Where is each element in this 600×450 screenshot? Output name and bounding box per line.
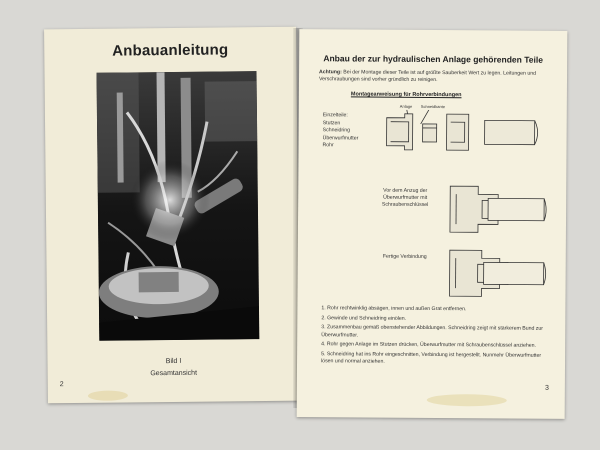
exploded-parts-diagram (384, 110, 544, 161)
left-page (44, 27, 300, 404)
section-title: Anbau der zur hydraulischen Anlage gehörenden Teile (323, 53, 543, 65)
montage-title: Montageanweisung für Rohrverbindungen (350, 91, 462, 99)
instruction-steps (321, 305, 549, 370)
step-item: 4. Rohr gegen Anlage im Stutzen drücken, Überwurfmutter mit Schraubenschlüssel anziehen. (321, 341, 536, 350)
parts-list (323, 112, 359, 150)
page-title: Anbauanleitung (112, 41, 229, 60)
warning-label: Achtung: (319, 69, 342, 76)
step-item: 2. Gewinde und Schneidring einölen. (321, 314, 407, 322)
part-item: Rohr (322, 142, 334, 149)
page-number: 3 (544, 384, 549, 392)
step-item: 3. Zusammenbau gemäß obenstehender Abbildungen. Schneidring zeigt mit stärkerem Bund zur Überwurfmutter. (321, 324, 544, 339)
step-item: 5. Schneidring hat ins Rohr eingeschnitten, Verbindung ist hergestellt. Nunmehr Überwurfmutter lösen und normal anziehen. (321, 351, 542, 365)
label-anlage: Anlage (399, 103, 413, 109)
warning-text: Bei der Montage dieser Teile ist auf größte Sauberkeit Wert zu legen. Leitungen und Verschraubungen sind vorher gründlich zu reinigen. (318, 69, 537, 84)
before-tightening-diagram (448, 184, 548, 235)
figure-subcaption: Gesamtansicht (150, 369, 198, 378)
part-item: Schneidring (322, 127, 351, 134)
page-stain (88, 390, 128, 400)
figure-caption: Bild I (165, 357, 182, 366)
step-item: 1. Rohr rechtwinklig absägen, innen und außen Grat entfernen. (321, 305, 467, 313)
hydraulic-assembly-illustration (97, 71, 260, 341)
stage-before-label: Vor dem Anzug der Überwurfmutter mit Schraubenschlüssel (381, 187, 429, 208)
page-number: 2 (59, 381, 64, 389)
parts-heading: Einzelteile: (322, 112, 348, 119)
part-item: Stutzen (322, 119, 341, 126)
part-item: Überwurfmutter (322, 134, 359, 141)
label-schneidkante: Schneidkante (420, 103, 446, 110)
stage-done-label: Fertige Verbindung (382, 253, 427, 260)
finished-connection-diagram (447, 248, 547, 299)
page-stain (427, 394, 507, 407)
warning-note (319, 69, 549, 85)
right-page (297, 29, 568, 419)
machine-photo (97, 71, 260, 341)
